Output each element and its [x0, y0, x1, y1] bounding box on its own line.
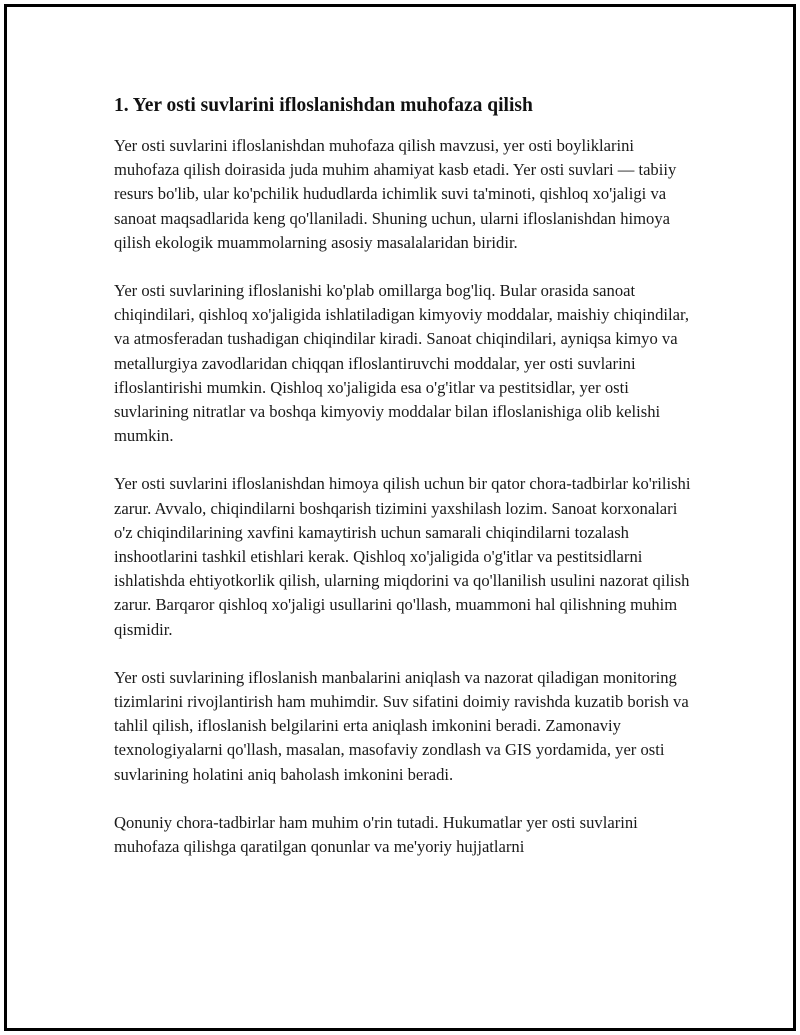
paragraph-1: Yer osti suvlarini ifloslanishdan muhofaza qilish mavzusi, yer osti boyliklarini muhofaza qilish doirasida juda muhim ahamiyat kasb etadi. Yer osti suvlari — tabiiy resurs bo'lib, ular ko'pchilik hududlarda ichimlik suvi ta'minoti, qishloq xo'jaligi va sanoat maqsadlarida keng qo'llaniladi. Shuning uchun, ularni ifloslanishdan himoya qilish ekologik muammolarning asosiy masalalaridan biridir. — [114, 136, 677, 252]
document-body — [114, 92, 694, 883]
paragraph-2: Yer osti suvlarining ifloslanishi ko'plab omillarga bog'liq. Bular orasida sanoat chiqindilari, qishloq xo'jaligida ishlatiladigan kimyoviy moddalar, maishiy chiqindilar, va atmosferadan tushadigan chiqindilar kiradi. Sanoat chiqindilari, ayniqsa kimyo va metallurgiya zavodlaridan chiqqan ifloslantiruvchi moddalar, yer osti suvlarini ifloslantirishi mumkin. Qishloq xo'jaligida esa o'g'itlar va pestitsidlar, yer osti suvlarining nitratlar va boshqa kimyoviy moddalar bilan ifloslanishiga olib kelishi mumkin. — [114, 281, 689, 446]
paragraph-5: Qonuniy chora-tadbirlar ham muhim o'rin tutadi. Hukumatlar yer osti suvlarini muhofaza qilishga qaratilgan qonunlar va me'yoriy hujjatlarni — [114, 812, 638, 857]
paragraph-4: Yer osti suvlarining ifloslanish manbalarini aniqlash va nazorat qiladigan monitoring tizimlarini rivojlantirish ham muhimdir. Suv sifatini doimiy ravishda kuzatib borish va tahlil qilish, ifloslanish belgilarini erta aniqlash imkonini beradi. Zamonaviy texnologiyalarni qo'llash, masalan, masofaviy zondlash va GIS yordamida, yer osti suvlarining holatini aniq baholash imkonini beradi. — [114, 667, 689, 784]
paragraph-3: Yer osti suvlarini ifloslanishdan himoya qilish uchun bir qator chora-tadbirlar ko'rilishi zarur. Avvalo, chiqindilarni boshqarish tizimini yaxshilash lozim. Sanoat korxonalari o'z chiqindilarining xavfini kamaytirish uchun samarali chiqindilarni tozalash inshootlarini tashkil etishlari kerak. Qishloq xo'jaligida o'g'itlar va pestitsidlarni ishlatishda ehtiyotkorlik qilish, ularning miqdorini va qo'llanilish usulini nazorat qilish zarur. Barqaror qishloq xo'jaligi usullarini qo'llash, muammoni hal qilishning muhim qismidir. — [114, 474, 691, 639]
section-heading: 1. Yer osti suvlarini ifloslanishdan muhofaza qilish — [114, 95, 533, 116]
